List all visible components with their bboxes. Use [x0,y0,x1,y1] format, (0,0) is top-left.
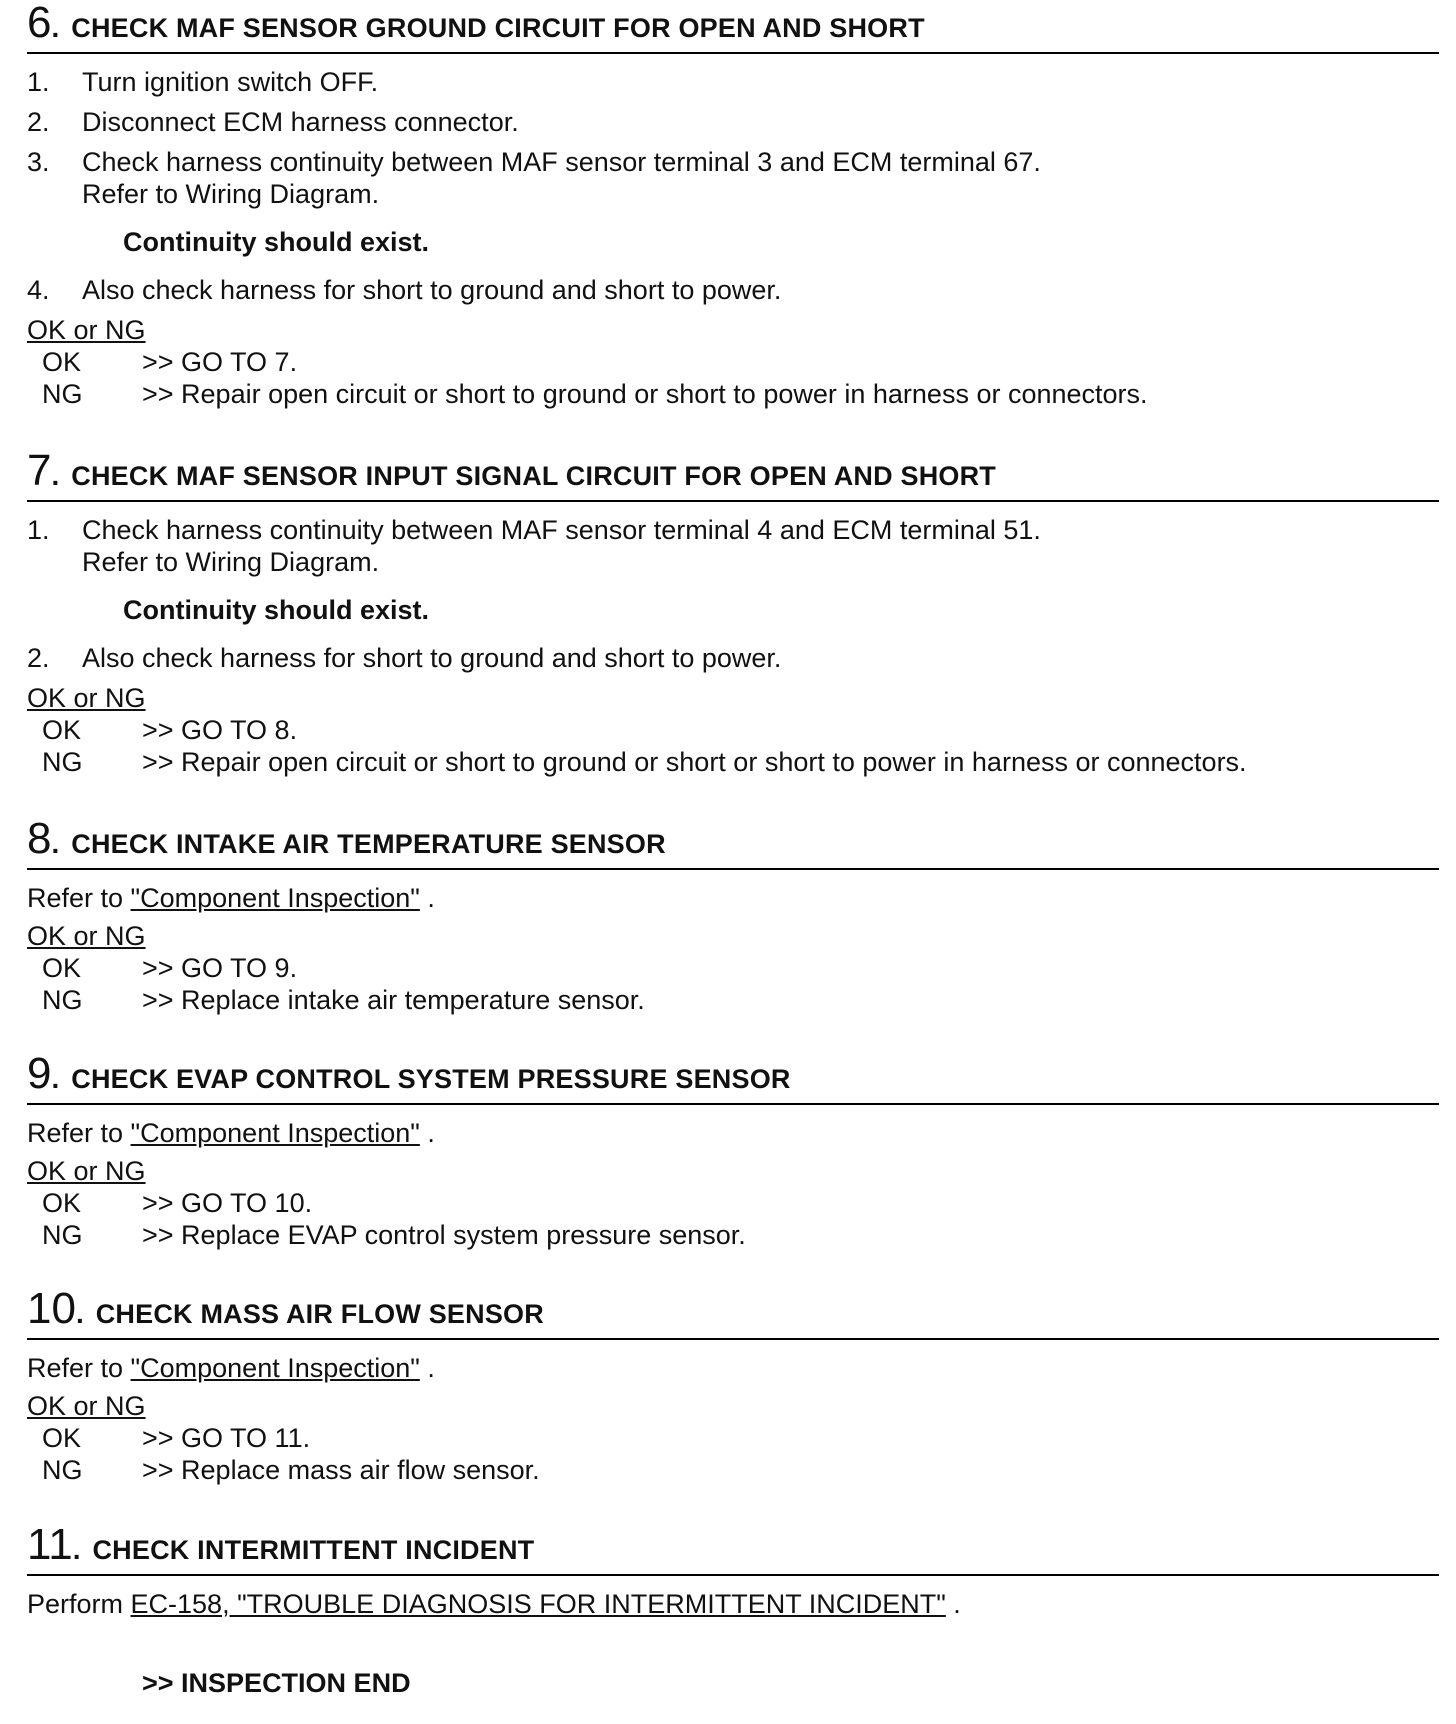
step-text-line2: Refer to Wiring Diagram. [82,547,380,577]
step-text: Check harness continuity between MAF sensor terminal 4 and ECM terminal 51. [82,515,1041,545]
ok-or-ng-label: OK or NG [27,315,146,345]
list-item: 1. Check harness continuity between MAF sensor terminal 4 and ECM terminal 51. Refer to Wiring Diagram. [27,514,1439,578]
divider [27,500,1439,502]
step-number-dot: . [51,460,60,491]
section-heading [27,0,1439,47]
ng-result: NG >> Replace mass air flow sensor. [42,1455,540,1485]
section-title: CHECK EVAP CONTROL SYSTEM PRESSURE SENSOR [71,1064,791,1094]
component-inspection-link[interactable]: "Component Inspection" [130,1353,420,1383]
step-text: Check harness continuity between MAF sensor terminal 3 and ECM terminal 67. [82,147,1041,177]
section-11 [27,1520,1439,1699]
ok-or-ng-label: OK or NG [27,1156,146,1186]
section-title: CHECK MASS AIR FLOW SENSOR [95,1299,544,1329]
section-title: CHECK INTERMITTENT INCIDENT [92,1535,535,1565]
ng-result: NG >> Repair open circuit or short to ground or short or short to power in harness or connectors. [42,747,1247,777]
step-number-dot: . [51,12,60,43]
component-inspection-link[interactable]: "Component Inspection" [130,1118,420,1148]
ok-or-ng-label: OK or NG [27,683,146,713]
step-number: 10 [27,1284,76,1333]
refer-line: Refer to "Component Inspection" . [27,1353,435,1383]
step-number-dot: . [72,1534,81,1565]
divider [27,1103,1439,1105]
ok-result: OK >> GO TO 11. [42,1423,311,1453]
step-text-line2: Refer to Wiring Diagram. [82,179,380,209]
section-6 [27,2,1439,410]
ng-result: NG >> Replace intake air temperature sensor. [42,985,645,1015]
section-heading [27,814,1439,863]
ok-or-ng-label: OK or NG [27,921,146,951]
divider [27,52,1439,54]
step-number-dot: . [75,1298,84,1329]
list-item: 3. Check harness continuity between MAF sensor terminal 3 and ECM terminal 67. Refer to Wiring Diagram. [27,146,1439,210]
section-heading [27,1049,1439,1098]
section-8 [27,814,1439,1016]
step-number: 7 [27,446,52,495]
section-heading [27,1520,1439,1569]
list-item: 1. Turn ignition switch OFF. [27,67,379,97]
section-heading [27,446,1439,495]
step-number: 9 [27,1049,52,1098]
ok-result: OK >> GO TO 8. [42,715,298,745]
section-title: CHECK MAF SENSOR GROUND CIRCUIT FOR OPEN AND SHORT [71,13,925,43]
divider [27,1574,1439,1576]
step-number: 6 [27,0,52,47]
step-number-dot: . [51,828,60,859]
component-inspection-link[interactable]: "Component Inspection" [130,883,420,913]
ng-result: NG >> Replace EVAP control system pressure sensor. [42,1220,746,1250]
ok-result: OK >> GO TO 9. [42,953,298,983]
refer-line: Refer to "Component Inspection" . [27,1118,435,1148]
specification: Continuity should exist. [123,227,430,257]
step-number: 8 [27,814,52,863]
step-number-dot: . [51,1063,60,1094]
perform-line: Perform EC-158, "TROUBLE DIAGNOSIS FOR INTERMITTENT INCIDENT" . [27,1589,961,1619]
step-list [27,514,1439,578]
section-heading [27,1284,1439,1333]
section-title: CHECK MAF SENSOR INPUT SIGNAL CIRCUIT FOR OPEN AND SHORT [71,461,996,491]
specification: Continuity should exist. [123,595,430,625]
step-list [27,66,1439,210]
ok-result: OK >> GO TO 7. [42,347,298,377]
divider [27,1338,1439,1340]
list-item: 2. Also check harness for short to ground and short to power. [27,643,782,673]
inspection-end-label: >> INSPECTION END [142,1668,411,1698]
divider [27,868,1439,870]
step-number: 11 [27,1520,73,1569]
ok-result: OK >> GO TO 10. [42,1188,313,1218]
section-9 [27,1049,1439,1251]
section-10 [27,1284,1439,1486]
intermittent-incident-link[interactable]: EC-158, "TROUBLE DIAGNOSIS FOR INTERMITTENT INCIDENT" [130,1589,946,1619]
section-7 [27,446,1439,778]
ng-result: NG >> Repair open circuit or short to ground or short to power in harness or connectors. [42,379,1148,409]
list-item: 2. Disconnect ECM harness connector. [27,107,519,137]
ok-or-ng-label: OK or NG [27,1391,146,1421]
refer-line: Refer to "Component Inspection" . [27,883,435,913]
list-item: 4. Also check harness for short to ground and short to power. [27,275,782,305]
section-title: CHECK INTAKE AIR TEMPERATURE SENSOR [71,829,666,859]
